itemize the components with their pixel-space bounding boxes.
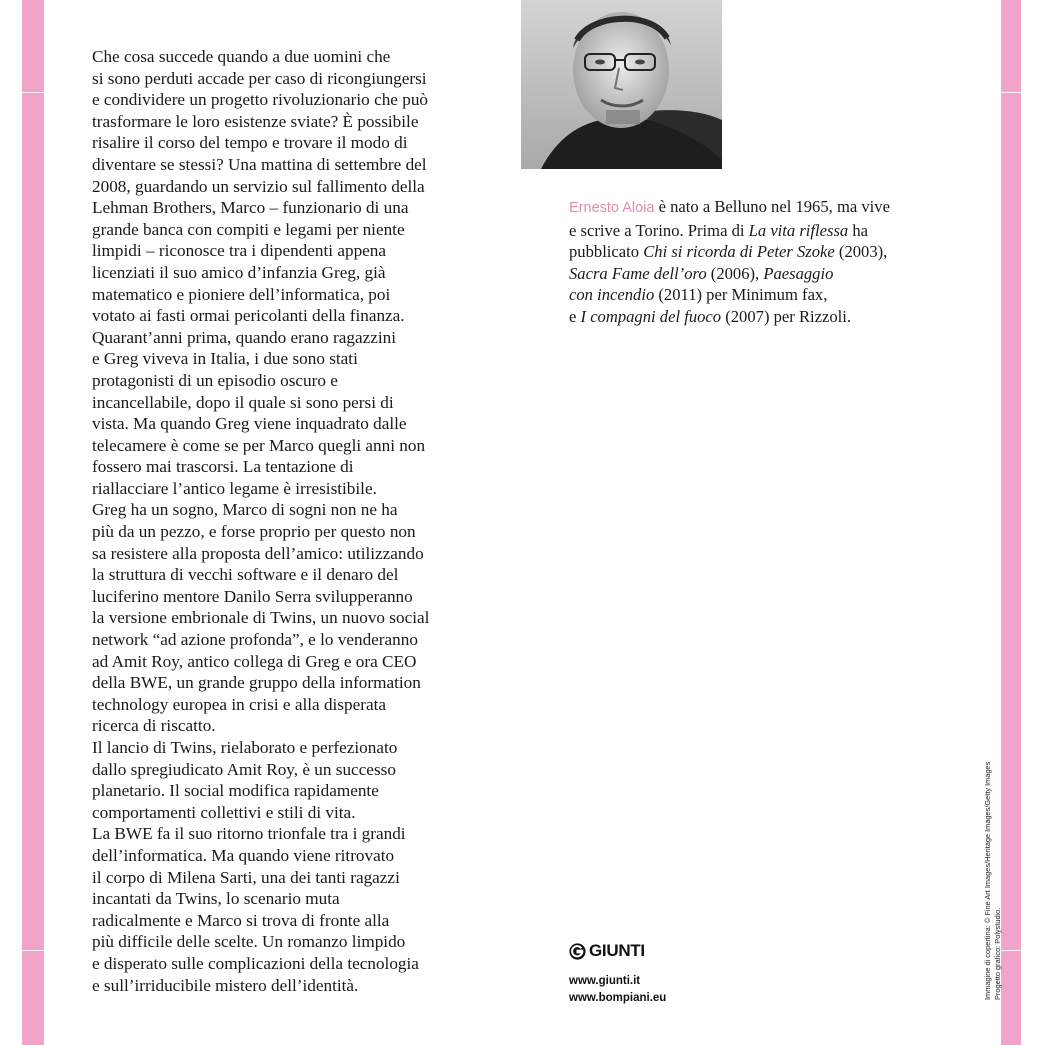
synopsis-line: matematico e pioniere dell’informatica, poi (92, 284, 391, 304)
synopsis-line: grande banca con compiti e legami per niente (92, 219, 405, 239)
synopsis-line: ricerca di riscatto. (92, 716, 216, 736)
giunti-g-logo-icon (569, 943, 586, 960)
synopsis-line: la struttura di vecchi software e il denaro del (92, 565, 399, 585)
synopsis-line: votato ai fasti ormai pericolanti della finanza. (92, 306, 405, 326)
synopsis-line: il corpo di Milena Sarti, una dei tanti ragazzi (92, 867, 400, 887)
synopsis-line: incancellabile, dopo il quale si sono persi di (92, 392, 394, 412)
synopsis-line: e sull’irriducibile mistero dell’identità. (92, 975, 359, 995)
synopsis-line: fossero mai trascorsi. La tentazione di (92, 457, 354, 477)
right-pink-band (1001, 0, 1021, 1045)
band-tick (22, 92, 44, 93)
band-tick (22, 950, 44, 951)
synopsis-line: 2008, guardando un servizio sul fallimento della (92, 176, 425, 196)
synopsis-line: Greg ha un sogno, Marco di sogni non ne ha (92, 500, 398, 520)
publisher-logo (569, 940, 645, 962)
graphic-design-credit: Progetto grafico: Polystudio. (992, 907, 1002, 1000)
synopsis-line: più da un pezzo, e forse proprio per questo non (92, 522, 416, 542)
bio-line (569, 196, 969, 220)
synopsis-line: risalire il corso del tempo e trovare il modo di (92, 133, 408, 153)
synopsis-line: La BWE fa il suo ritorno trionfale tra i grandi (92, 824, 406, 844)
synopsis-line: e Greg viveva in Italia, i due sono stati (92, 349, 358, 369)
synopsis-line: luciferino mentore Danilo Serra svilupperanno (92, 586, 413, 606)
publisher-urls (569, 973, 666, 1006)
synopsis-line: la versione embrionale di Twins, un nuovo social (92, 608, 430, 628)
book-title: La vita riflessa (748, 220, 849, 240)
band-tick (1001, 92, 1021, 93)
band-tick (1001, 950, 1021, 951)
bio-text: e scrive a Torino. Prima di (569, 220, 749, 240)
synopsis-line: dell’informatica. Ma quando viene ritrovato (92, 845, 395, 865)
synopsis-line: ad Amit Roy, antico collega di Greg e ora CEO (92, 651, 417, 671)
bio-text: e (569, 306, 581, 326)
synopsis-line: Che cosa succede quando a due uomini che (92, 47, 391, 66)
book-title: I compagni del fuoco (580, 306, 722, 326)
book-title: Paesaggio (763, 263, 834, 283)
book-title: Sacra Fame dell’oro (569, 263, 707, 283)
synopsis-line: limpidi – riconosce tra i dipendenti appena (92, 241, 387, 261)
bio-line (569, 220, 969, 242)
bio-line (569, 263, 969, 285)
synopsis-line: radicalmente e Marco si trova di fronte alla (92, 910, 390, 930)
synopsis-line: e condividere un progetto rivoluzionario che può (92, 90, 429, 110)
synopsis-text (92, 46, 492, 996)
synopsis-line: technology europea in crisi e alla disperata (92, 694, 386, 714)
left-pink-band (22, 0, 44, 1045)
author-portrait-image (521, 0, 722, 169)
synopsis-line: della BWE, un grande gruppo della information (92, 673, 421, 693)
bio-line (569, 241, 969, 263)
image-credits (983, 762, 1002, 1000)
author-bio (569, 196, 969, 328)
bio-text: (2006), (706, 263, 764, 283)
book-title: con incendio (569, 285, 655, 305)
bio-text: (2007) per Rizzoli. (721, 306, 852, 326)
bio-text: pubblicato (569, 242, 644, 262)
synopsis-line: telecamere è come se per Marco quegli anni non (92, 435, 426, 455)
bio-text: (2003), (834, 242, 888, 262)
bio-line (569, 284, 969, 306)
author-name: Ernesto Aloia (569, 200, 655, 216)
book-title: Chi si ricorda di Peter Szoke (643, 242, 835, 262)
bio-text: ha (848, 220, 869, 240)
synopsis-line: licenziati il suo amico d’infanzia Greg, già (92, 262, 386, 282)
synopsis-line: riallacciare l’antico legame è irresistibile. (92, 478, 377, 498)
synopsis-line: comportamenti collettivi e stili di vita. (92, 802, 356, 822)
synopsis-line: protagonisti di un episodio oscuro e (92, 370, 338, 390)
synopsis-line: diventare se stessi? Una mattina di settembre del (92, 154, 427, 174)
synopsis-line: Il lancio di Twins, rielaborato e perfezionato (92, 738, 398, 757)
publisher-name: GIUNTI (589, 941, 645, 960)
synopsis-line: più difficile delle scelte. Un romanzo limpido (92, 932, 406, 952)
synopsis-line: vista. Ma quando Greg viene inquadrato dalle (92, 414, 407, 434)
publisher-url-bompiani[interactable]: www.bompiani.eu (569, 991, 667, 1004)
synopsis-line: planetario. Il social modifica rapidamente (92, 781, 379, 801)
author-portrait (521, 0, 722, 169)
synopsis-line: sa resistere alla proposta dell’amico: utilizzando (92, 543, 424, 563)
synopsis-line: dallo spregiudicato Amit Roy, è un successo (92, 759, 396, 779)
synopsis-line: network “ad azione profonda”, e lo venderanno (92, 630, 418, 650)
bio-text: (2011) per Minimum fax, (654, 285, 828, 305)
synopsis-line: trasformare le loro esistenze sviate? È possibile (92, 111, 419, 131)
publisher-url-giunti[interactable]: www.giunti.it (569, 975, 641, 987)
cover-image-credit: Immagine di copertina: © Fine Art Images/Heritage Images/Getty Images (983, 761, 992, 1000)
synopsis-line: incantati da Twins, lo scenario muta (92, 889, 340, 909)
synopsis-line: e disperato sulle complicazioni della tecnologia (92, 953, 419, 973)
bio-text: è nato a Belluno nel 1965, ma vive (654, 197, 890, 216)
synopsis-line: Quarant’anni prima, quando erano ragazzini (92, 327, 396, 347)
synopsis-line: Lehman Brothers, Marco – funzionario di una (92, 198, 409, 218)
bio-line (569, 306, 969, 328)
synopsis-line: si sono perduti accade per caso di ricongiungersi (92, 68, 427, 88)
